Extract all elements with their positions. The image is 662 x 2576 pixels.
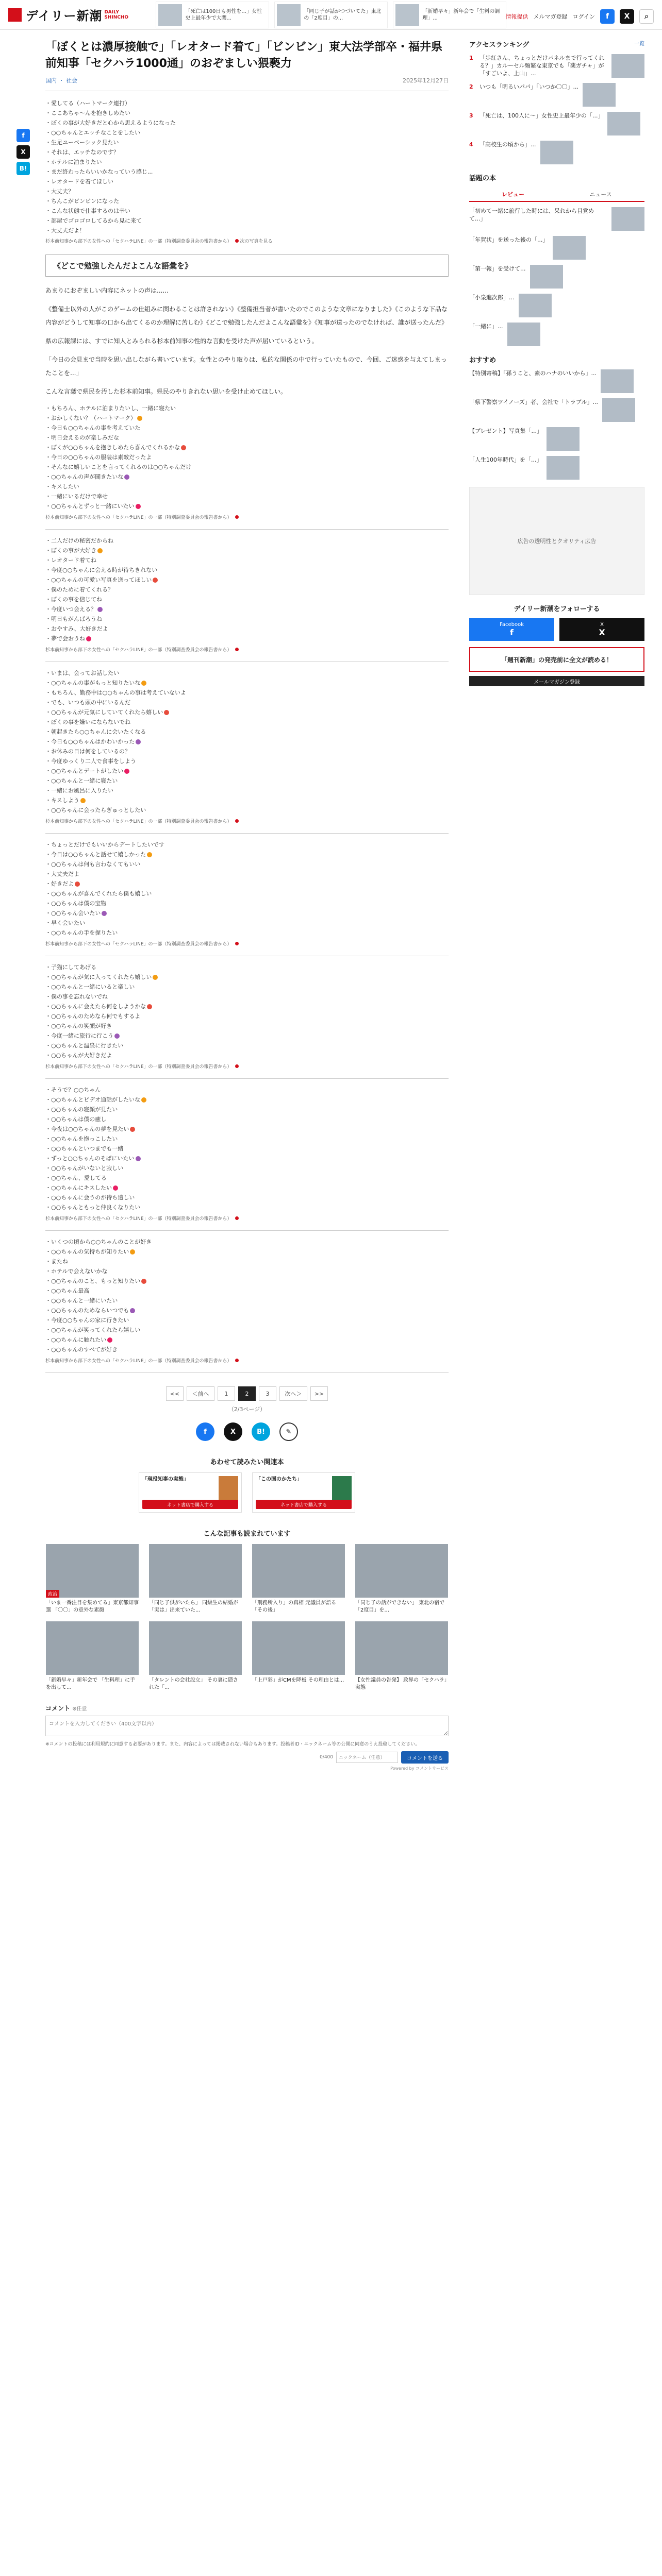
heart-emoji-icon [130, 1308, 135, 1313]
divider [45, 1230, 449, 1231]
thumbnail [395, 4, 419, 26]
message-line: ・今日の○○ちゃんの服装は素敵だったよ [45, 454, 152, 461]
article-caption: 「同じ子の話ができない」 東北の宿で「2度目」を... [355, 1600, 445, 1613]
message-line: ・今度○○ちゃんに会える時が待ちきれない [45, 567, 158, 573]
camera-icon [235, 648, 239, 651]
share-hatena-icon[interactable]: B! [16, 162, 30, 175]
message-line: ・ぼくの事を信じてね [45, 596, 102, 603]
article-thumbnail [46, 1544, 139, 1598]
rank-number: 1 [469, 55, 473, 61]
heart-emoji-icon [75, 882, 80, 887]
message-line: ・僕のために着てくれる？ [45, 586, 113, 593]
message-line: ・二人だけの秘密だからね [45, 537, 113, 544]
buy-button[interactable]: ネット書店で購入する [142, 1500, 238, 1509]
message-line: ・○○ちゃんに会ったらぎゅっとしたい [45, 807, 146, 814]
heart-emoji-icon [130, 1249, 135, 1255]
comment-icon[interactable]: ✎ [279, 1422, 298, 1441]
message-line: ・○○ちゃんがいないと寂しい [45, 1165, 124, 1172]
message-line: ・○○ちゃんとエッチなことをしたい [45, 129, 140, 136]
message-line: ・○○ちゃんともっと仲良くなりたい [45, 1204, 141, 1211]
article-caption: 「上戸彩」がCMを降板 その理由とは... [252, 1677, 344, 1683]
comment-textarea[interactable] [45, 1716, 449, 1736]
share-x-icon[interactable]: X [16, 145, 30, 159]
sidebar-item[interactable]: 「一緒に」... [469, 323, 644, 346]
message-line: ・レオタード着てね [45, 557, 96, 564]
heart-emoji-icon [102, 911, 107, 916]
message-line: ・○○ちゃん最高 [45, 1287, 90, 1294]
photo-credit: 杉本前知事から部下の女性への「セクハラLINE」の一部（特別調査委員会の報告書から） 次の写真を見る [45, 239, 273, 244]
heart-emoji-icon [124, 769, 129, 774]
article-caption: 「タレントの会社設立」 その裏に隠された「... [149, 1677, 238, 1690]
message-line: ・今度○○ちゃんの家に行きたい [45, 1317, 129, 1324]
message-line: ・○○ちゃんの気持ちが知りたい [45, 1247, 449, 1257]
paragraph: 《整備士以外の人がこのゲームの仕組みに関わることは許されない》《整備担当者が書いたのでこのような文章になりました》《このような下品な内容がどうして知事の口から出てくるのか理解に苦しむ》《どこで勉強したんだよこんな語彙を》《知事が送ったのでなければ、誰が送ったんだ》 [45, 306, 448, 326]
message-line: ・いまは、会ってお話したい [45, 670, 119, 676]
camera-icon [235, 1359, 239, 1362]
message-line: ・○○ちゃんのためなら何でもするよ [45, 1013, 141, 1020]
paragraph: 県の広報課には、すでに知人とみられる杉本前知事の性的な言動を受けた声が届いているという。 [45, 337, 318, 345]
message-line: ・○○ちゃんとずっと一緒にいたい [45, 501, 449, 511]
camera-icon [235, 1064, 239, 1068]
thumbnail [547, 427, 580, 451]
message-line: ・ちょっとだけでもいいからデートしたいです [45, 841, 164, 848]
buy-button[interactable]: ネット書店で購入する [256, 1500, 352, 1509]
message-line: ・大丈夫？ [45, 188, 74, 195]
message-line: ・○○ちゃんのこと、もっと知りたい [45, 1276, 449, 1286]
rank-number: 3 [469, 112, 473, 119]
divider [45, 1078, 449, 1079]
message-line: ・ちんこがビンビンになった [45, 198, 119, 205]
message-line: ・夢で会おうね [45, 634, 449, 643]
thumbnail [530, 265, 563, 289]
message-thread [45, 962, 449, 1079]
nickname-input[interactable] [336, 1752, 398, 1763]
message-line: ・大丈夫だよ [45, 871, 79, 877]
sidebar-item[interactable]: 「人生100年時代」を「...」 [469, 456, 644, 480]
sidebar-item[interactable]: 4 「高校生の頃から」... [469, 141, 644, 164]
article-caption: 「同じ子供がいたら」 同級生の結婚が「実は」出来ていた... [149, 1600, 239, 1613]
article-date: 2025年12月27日 [403, 77, 449, 84]
x-share-icon[interactable]: X [224, 1422, 242, 1441]
heart-emoji-icon [153, 578, 158, 583]
camera-icon [235, 515, 239, 519]
book-cover [219, 1476, 238, 1502]
comment-note: ※コメントの投稿には利用規約に同意する必要があります。また、内容によっては掲載されない場合もあります。投稿者ID・ニックネーム等の公開に同意のうえ投稿してください。 [45, 1742, 420, 1747]
section-heading: 《どこで勉強したんだよこんな語彙を》 [45, 255, 449, 277]
article-caption: 「いま一番注目を集めてる」東京都知事選 「〇〇」の意外な素顔 [46, 1600, 139, 1613]
camera-icon [235, 1216, 239, 1220]
article-card[interactable] [149, 1544, 242, 1614]
divider [45, 1372, 449, 1373]
pager-page[interactable]: 1 [218, 1386, 235, 1401]
topic-title: 話題の本 [469, 175, 496, 182]
message-line: ・ずっと○○ちゃんのそばにいたい [45, 1154, 449, 1163]
thumbnail [611, 54, 644, 78]
article-card[interactable] [149, 1621, 242, 1691]
site-logo[interactable]: デイリー新潮 [26, 9, 103, 23]
article-card[interactable] [46, 1544, 139, 1614]
message-line: ・レオタードを着てほしい [45, 178, 113, 185]
sidebar [469, 30, 644, 1771]
thumbnail [611, 207, 644, 231]
message-line: ・○○ちゃんの可愛い写真を送ってほしい [45, 575, 449, 585]
message-line: ・ホテルで会えないかな [45, 1268, 108, 1275]
thumbnail [277, 4, 301, 26]
photo-credit: 杉本前知事から部下の女性への「セクハラLINE」の一部（特別調査委員会の報告書から） [45, 1357, 449, 1366]
message-line: ・でも、いつも頭の中にいるんだ [45, 699, 130, 706]
message-line: ・○○ちゃん、愛してる [45, 1175, 107, 1181]
message-line: ・こんな状態で仕事するのは辛い [45, 208, 130, 214]
message-line: ・ぼくの事が大好きだと心から思えるようになった [45, 120, 176, 126]
message-thread [45, 668, 449, 834]
message-line: ・そうで？○○ちゃん [45, 1087, 101, 1093]
message-line: ・○○ちゃんは僕の癒し [45, 1116, 107, 1123]
heart-emoji-icon [147, 852, 152, 857]
x-icon[interactable]: X [620, 9, 634, 24]
thumbnail [547, 456, 580, 480]
message-line: ・ぼくの事が大好き [45, 546, 449, 555]
message-line: ・○○ちゃんと温泉に行きたい [45, 1042, 124, 1049]
ranking-list [469, 54, 644, 164]
message-line: ・○○ちゃんに会うのが待ち遠しい [45, 1194, 135, 1201]
message-thread [45, 1237, 449, 1373]
next-photo-link[interactable]: 次の写真を見る [240, 239, 273, 244]
book-cover [332, 1476, 352, 1502]
message-line: ・○○ちゃんのためならいつでも [45, 1306, 449, 1315]
thumbnail [519, 294, 552, 317]
rank-number: 2 [469, 83, 473, 90]
book-card[interactable]: 「この国のかたち」 ネット書店で購入する [252, 1472, 355, 1513]
message-line: ・今度一緒に旅行に行こう [45, 1031, 449, 1041]
heart-emoji-icon [181, 445, 186, 450]
photo-credit: 杉本前知事から部下の女性への「セクハラLINE」の一部（特別調査委員会の報告書から） [45, 817, 449, 827]
sidebar-item[interactable]: 「初めて一緒に旅行した時には、呆れから目覚めて...」 [469, 207, 644, 231]
pager-last[interactable]: >> [310, 1386, 328, 1401]
heart-emoji-icon [164, 710, 169, 715]
line-message-list [45, 98, 449, 235]
heart-emoji-icon [141, 1097, 146, 1103]
newsletter-button[interactable]: メールマガジン登録 [469, 676, 644, 686]
article-thumbnail [252, 1621, 345, 1675]
thumbnail [507, 323, 540, 346]
sidebar-item[interactable]: 「第一報」を受けて... [469, 265, 644, 289]
page-count: （2/3ページ） [228, 1406, 266, 1413]
follow-facebook-button[interactable]: Facebook f [469, 618, 554, 641]
article-thumbnail [46, 1621, 139, 1675]
facebook-share-icon[interactable]: f [196, 1422, 214, 1441]
heart-emoji-icon [97, 548, 103, 553]
message-line: ・○○ちゃんは僕の宝物 [45, 900, 107, 907]
message-line: ・今日も○○ちゃんはかわいかった [45, 737, 449, 747]
ad-slot[interactable]: 広告の透明性とクオリティ広告 [469, 487, 644, 595]
topic-tabs [469, 188, 644, 202]
message-line: ・明日もがんばろうね [45, 616, 102, 622]
comment-label: コメント [45, 1705, 71, 1712]
heart-emoji-icon [130, 1127, 135, 1132]
thumbnail [607, 112, 640, 135]
heart-emoji-icon [97, 607, 103, 612]
article-card[interactable] [46, 1621, 139, 1691]
heart-emoji-icon [136, 504, 141, 509]
tip-link[interactable]: 情報提供 [505, 13, 528, 20]
divider [45, 529, 449, 530]
photo-credit: 杉本前知事から部下の女性への「セクハラLINE」の一部（特別調査委員会の報告書から） [45, 513, 449, 523]
message-line: ・それは、エッチなのです？ [45, 149, 119, 156]
share-row [45, 1422, 449, 1441]
comment-section: コメント ※任意 コメントを入力してください（400文字以内） ※コメントの投稿には利用規約に同意する必要があります。また、内容によっては掲載されない場合もあります。投稿者ID・ニックネーム等の公開に同意のうえ投稿してください。 0/400 ニックネーム（任意） コメントを送る Powered by コメントサービス [45, 1704, 449, 1771]
top-news-strip [156, 2, 506, 28]
message-line: ・今日は○○ちゃんと話せて嬉しかった [45, 850, 449, 859]
thumbnail [158, 4, 182, 26]
heart-emoji-icon [124, 474, 129, 480]
weekly-banner[interactable]: 「週刊新潮」の発売前に全文が読める！ [469, 647, 644, 672]
heart-emoji-icon [136, 1156, 141, 1161]
book-card[interactable]: 「現役知事の実態」 ネット書店で購入する [139, 1472, 242, 1513]
facebook-icon[interactable]: f [600, 9, 615, 24]
message-line: ・生足ユーベーシック見たい [45, 139, 119, 146]
message-line: ・今夜は○○ちゃんの夢を見たい [45, 1124, 449, 1134]
message-line: ・お休みの日は何をしているの？ [45, 748, 130, 755]
thumbnail [601, 369, 634, 393]
message-line: ・キスしよう [45, 795, 449, 805]
submit-comment-button[interactable]: コメントを送る [401, 1751, 449, 1764]
more-articles-title: こんな記事も読まれています [203, 1530, 291, 1538]
header-links [506, 9, 654, 24]
photo-credit: 杉本前知事から部下の女性への「セクハラLINE」の一部（特別調査委員会の報告書から） [45, 940, 449, 950]
message-line: ・一緒にいるだけで幸せ [45, 493, 108, 500]
share-facebook-icon[interactable]: f [16, 129, 30, 142]
pager-next[interactable]: 次へ＞ [279, 1386, 307, 1401]
heart-emoji-icon [107, 1337, 112, 1343]
message-line: ・○○ちゃんと一緒にいたい [45, 1297, 118, 1304]
sidebar-item[interactable]: 【特別寄稿】「孫うこと、素のハナのいいから」... [469, 369, 644, 393]
site-logo-sub: DAILY SHINCHO [104, 9, 129, 20]
search-icon[interactable]: ⌕ [639, 9, 654, 24]
powered-by: Powered by コメントサービス [390, 1766, 449, 1771]
article-card[interactable] [355, 1544, 448, 1614]
char-count: 0/400 [320, 1755, 333, 1760]
message-line: ・いくつの頃から○○ちゃんのことが好き [45, 1239, 152, 1245]
message-line: ・○○ちゃん会いたい [45, 908, 449, 918]
photo-credit: 杉本前知事から部下の女性への「セクハラLINE」の一部（特別調査委員会の報告書から） [45, 1214, 449, 1224]
message-line: ・ここあちゃ〜んを抱きしめたい [45, 110, 130, 116]
message-line: ・キスしたい [45, 483, 79, 490]
message-line: ・○○ちゃんとデートがしたい [45, 766, 449, 776]
divider [45, 833, 449, 834]
message-line: ・○○ちゃんの手を握りたい [45, 929, 118, 936]
follow-x-button[interactable]: X X [559, 618, 644, 641]
sidebar-item[interactable]: 【プレゼント】写真集「...」 [469, 427, 644, 451]
message-line: ・子猫にしてあげる [45, 964, 96, 971]
message-thread [45, 536, 449, 662]
message-line: ・○○ちゃんの寝顔が見たい [45, 1106, 118, 1113]
message-line: ・好きだよ [45, 879, 449, 889]
related-books [45, 1472, 449, 1513]
article-card[interactable] [355, 1621, 448, 1691]
message-line: ・○○ちゃんのすべてが好き [45, 1346, 118, 1353]
promo-list [469, 369, 644, 480]
message-line: ・今度ゆっくり二人で食事をしよう [45, 758, 136, 765]
top-news-item[interactable]: 「死亡は100日も男性を...」女性史上最年少で大関... [156, 2, 269, 28]
top-news-item[interactable]: 「同じ子が話がつづいてた」東北の「2度目」の... [274, 2, 388, 28]
topic-list [469, 207, 644, 346]
message-line: ・○○ちゃんが笑ってくれたら嬉しい [45, 1327, 141, 1333]
ranking-more-link[interactable]: 一覧 [634, 41, 644, 47]
article-thumbnail [149, 1621, 242, 1675]
message-line: ・ぼくの事を嫌いにならないでね [45, 719, 130, 725]
message-line: ・ホテルに泊まりたい [45, 159, 102, 165]
message-line: ・○○ちゃんは何も言わなくてもいい [45, 861, 141, 868]
message-line: ・○○ちゃんが気に入ってくれたら嬉しい [45, 972, 449, 982]
sidebar-item[interactable]: 「年賀状」を送った後の「...」 [469, 236, 644, 260]
lead: あまりにおぞましい内容にネットの声は...... [45, 287, 169, 294]
sidebar-item[interactable]: 「小泉進次郎」... [469, 294, 644, 317]
article-title: 「ぼくとは濃厚接触で」「レオタード着て」「ビンビン」東大法学部卒・福井県前知事「セクハラ1000通」のおぞましい猥褻力 [45, 41, 443, 70]
message-line: ・おかしくない？（ハートマーク） [45, 413, 449, 423]
photo-credit: 杉本前知事から部下の女性への「セクハラLINE」の一部（特別調査委員会の報告書から） [45, 1062, 449, 1072]
message-line: ・部屋でゴロゴロしてるから見に来て [45, 217, 142, 224]
paragraph: 「今日の会見まで当時を思い出しながら書いています。女性とのやり取りは、私的な関係の中で行っていたもので、今回、ご迷惑を与えてしまったことを...」 [45, 356, 447, 377]
heart-emoji-icon [86, 636, 91, 641]
message-line: ・朝起きたら○○ちゃんに会いたくなる [45, 728, 146, 735]
message-line: ・またね [45, 1258, 68, 1265]
article-caption: 「新婚早々」新年会で 「生料理」に手を出して... [46, 1677, 136, 1690]
rank-number: 4 [469, 141, 473, 148]
heart-emoji-icon [136, 739, 141, 744]
login-link[interactable]: ログイン [572, 13, 595, 20]
message-thread [45, 1085, 449, 1231]
header [0, 0, 662, 30]
tab-news[interactable]: ニュース [589, 191, 612, 198]
message-line: ・今度いつ会える？ [45, 604, 449, 614]
newsletter-link[interactable]: メルマガ登録 [533, 13, 568, 20]
logo-mark[interactable] [8, 8, 22, 22]
message-line: ・明日会えるのが楽しみだな [45, 434, 119, 441]
message-line: ・○○ちゃんと一緒にいると楽しい [45, 984, 135, 990]
message-line: ・おやすみ、大好きだよ [45, 625, 108, 632]
heart-emoji-icon [153, 975, 158, 980]
message-line: ・○○ちゃんの笑顔が好き [45, 1023, 112, 1029]
message-line: ・○○ちゃんに触れたい [45, 1335, 449, 1345]
sidebar-item[interactable]: 「県下警察ツイノーズ」者、会社で「トラブル」... [469, 398, 644, 422]
share-rail [16, 129, 30, 175]
heart-emoji-icon [114, 1033, 120, 1039]
message-thread [45, 840, 449, 956]
message-line: ・○○ちゃんが大好きだよ [45, 1052, 112, 1059]
message-line: ・○○ちゃんと一緒に寝たい [45, 777, 118, 784]
thumbnail [602, 398, 635, 422]
message-line: ・もちろん、ホテルに泊まりたいし、一緒に寝たい [45, 405, 176, 412]
message-line: ・○○ちゃんの事がもっと知りたいな [45, 678, 449, 688]
article-main [45, 30, 449, 1771]
thumbnail [553, 236, 586, 260]
message-line: ・そんなに嬉しいことを言ってくれるのは○○ちゃんだけ [45, 464, 192, 470]
message-line: ・もちろん、勤務中は○○ちゃんの事は考えていないよ [45, 689, 186, 696]
article-caption: 【女性議員の告発】 政界の「セクハラ」実態 [355, 1677, 447, 1690]
more-articles-grid [45, 1544, 449, 1691]
article-thumbnail [355, 1621, 448, 1675]
camera-icon [235, 942, 239, 945]
article-caption: 「刑務所入り」の真相 元議員が語る「その後」 [252, 1600, 337, 1613]
message-line: ・○○ちゃんが喜んでくれたら僕も嬉しい [45, 890, 152, 897]
sidebar-item[interactable]: 1 「歩紅さん、ちょっとだけパネルまで行ってくれる？」カルーセル頻繁な東京でも「薬ガチャ」が「すごいよ、上山」... [469, 54, 644, 78]
article-thumbnail [355, 1544, 448, 1598]
article-card[interactable] [252, 1621, 345, 1691]
pager-page-current[interactable]: 2 [238, 1386, 256, 1401]
photo-credit: 杉本前知事から部下の女性への「セクハラLINE」の一部（特別調査委員会の報告書から） [45, 646, 449, 655]
article-category[interactable]: 国内 ・ 社会 [45, 77, 77, 84]
tab-review[interactable]: レビュー [502, 191, 524, 198]
heart-emoji-icon [80, 798, 86, 803]
promo-title: おすすめ [469, 357, 496, 364]
message-line: ・○○ちゃんに会えたら何をしようかな [45, 1002, 449, 1011]
top-news-item[interactable]: 「新婚早々」新年会で「生料の調理」... [393, 2, 506, 28]
follow-title: デイリー新潮をフォローする [514, 605, 600, 613]
message-thread [45, 403, 449, 530]
camera-icon [235, 239, 239, 243]
message-line: ・愛してる（ハートマーク連打） [45, 100, 130, 107]
message-line: ・○○ちゃんとビデオ通話がしたいな [45, 1095, 449, 1105]
message-line: ・まだ終わったらいいかなっていう感じ... [45, 168, 153, 175]
sidebar-item[interactable]: 3 「死亡は、100人に〜」女性史上最年少の「...」 [469, 112, 644, 135]
message-line: ・○○ちゃんといつまでも一緒 [45, 1145, 124, 1152]
pager-first[interactable]: << [166, 1386, 184, 1401]
message-line: ・大丈夫だよ！ [45, 227, 85, 234]
heart-emoji-icon [141, 1279, 146, 1284]
pagination [45, 1386, 449, 1401]
message-line: ・一緒にお風呂に入りたい [45, 787, 113, 794]
heart-emoji-icon [141, 681, 146, 686]
category-tag: 政治 [46, 1590, 59, 1598]
message-line: ・ぼくが○○ちゃんを抱きしめたら喜んでくれるかな [45, 443, 449, 452]
article-card[interactable] [252, 1544, 345, 1614]
message-line: ・僕の事を忘れないでね [45, 993, 108, 1000]
article-meta [45, 76, 449, 84]
thumbnail [583, 83, 616, 107]
related-books-title: あわせて読みたい関連本 [210, 1459, 284, 1466]
article-thumbnail [252, 1544, 345, 1598]
hatena-share-icon[interactable]: B! [252, 1422, 270, 1441]
message-line: ・○○ちゃんの声が聞きたいな [45, 472, 449, 482]
pager-prev[interactable]: ＜前へ [187, 1386, 214, 1401]
message-line: ・○○ちゃんにキスしたい [45, 1183, 449, 1193]
pager-page[interactable]: 3 [259, 1386, 276, 1401]
thumbnail [540, 141, 573, 164]
heart-emoji-icon [113, 1185, 118, 1191]
message-line: ・今日も○○ちゃんの事を考えていた [45, 425, 141, 431]
article-thumbnail [149, 1544, 242, 1598]
camera-icon [235, 819, 239, 823]
heart-emoji-icon [137, 416, 142, 421]
ranking-title: アクセスランキング [469, 41, 529, 49]
paragraph: こんな言葉で県民を汚した杉本前知事。県民のやりきれない思いを受け止めてほしい。 [45, 388, 287, 395]
heart-emoji-icon [147, 1004, 152, 1009]
sidebar-item[interactable]: 2 いつも「明るいパパ」「いつか〇〇」... [469, 83, 644, 107]
message-threads [45, 403, 449, 1373]
message-line: ・○○ちゃんが元気にしていてくれたら嬉しい [45, 707, 449, 717]
message-line: ・早く会いたい [45, 920, 85, 926]
message-line: ・○○ちゃんを抱っこしたい [45, 1136, 118, 1142]
